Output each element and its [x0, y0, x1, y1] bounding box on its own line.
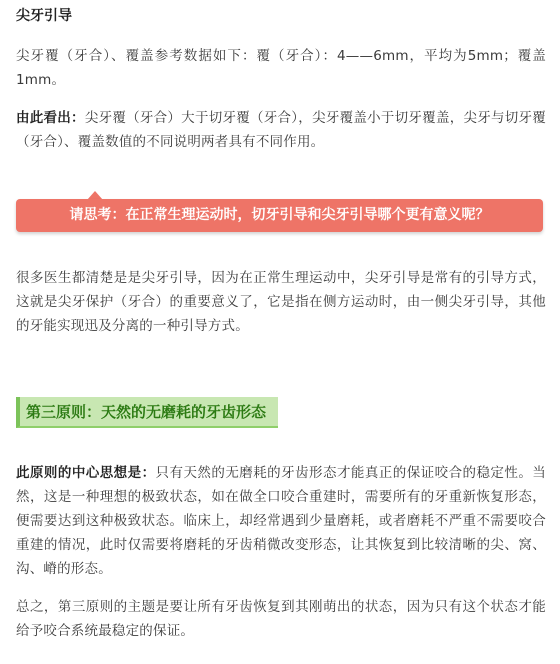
conclusion-lead: 由此看出： — [16, 110, 85, 126]
principle-core-paragraph — [16, 461, 546, 581]
conclusion-paragraph — [16, 106, 546, 154]
principle-core-lead: 此原则的中心思想是： — [16, 465, 156, 481]
canine-guidance-explanation: 很多医生都清楚是是尖牙引导，因为在正常生理运动中，尖牙引导是常有的引导方式，这就是尖牙保护（牙合）的重要意义了，它是指在侧方运动时，由一侧尖牙引导，其他的牙能实现迅及分离的一种引导方式。 — [16, 270, 546, 334]
summary-paragraph: 总之，第三原则的主题是要让所有牙齿恢复到其刚萌出的状态，因为只有这个状态才能给予咬合系统最稳定的保证。 — [16, 599, 546, 639]
conclusion-text: 尖牙覆（牙合）大于切牙覆（牙合），尖牙覆盖小于切牙覆盖，尖牙与切牙覆（牙合）、覆盖数值的不同说明两者具有不同作用。 — [16, 110, 546, 150]
third-principle-heading: 第三原则：天然的无磨耗的牙齿形态 — [16, 397, 278, 428]
section-heading-canine-guidance: 尖牙引导 — [16, 8, 72, 24]
think-question-banner: 请思考：在正常生理运动时，切牙引导和尖牙引导哪个更有意义呢？ — [16, 199, 543, 232]
principle-core-text: 只有天然的无磨耗的牙齿形态才能真正的保证咬合的稳定性。当然，这是一种理想的极致状态，如在做全口咬合重建时，需要所有的牙重新恢复形态，便需要达到这种极致状态。临床上，却经常遇到少量磨耗，或者磨耗不严重不需要咬合重建的情况，此时仅需要将磨耗的牙齿稍微改变形态，让其恢复到比较清晰的尖、窝、沟、嵴的形态。 — [16, 465, 546, 577]
reference-data-paragraph: 尖牙覆（牙合）、覆盖参考数据如下：覆（牙合）：4——6mm，平均为5mm；覆盖1mm。 — [16, 48, 546, 88]
